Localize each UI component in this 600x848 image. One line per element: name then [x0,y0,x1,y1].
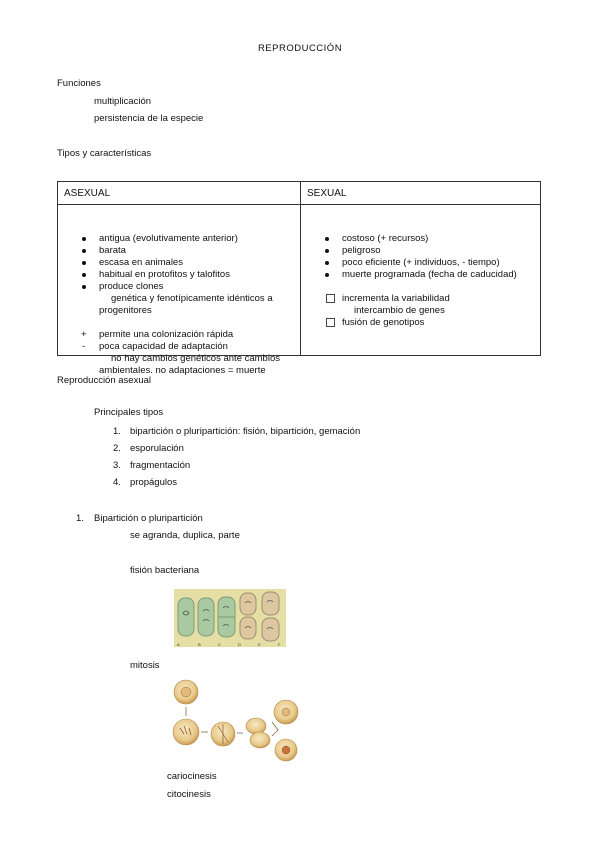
cariocinesis-label: cariocinesis [167,771,217,782]
fig-label: F [278,642,281,647]
principales-tipos-heading: Principales tipos [94,407,164,418]
asexual-header: ASEXUAL [58,182,301,205]
clones-detail: progenitores [99,305,152,316]
sexual-cell [301,205,541,356]
fig-label: D [238,642,241,647]
bullet-icon [82,249,86,253]
minus-marker: - [82,341,86,352]
list-item: bipartición o pluripartición: fisión, bipartición, gemación [130,426,361,437]
sexual-item: peligroso [342,245,381,256]
biparticion-desc: se agranda, duplica, parte [130,530,240,541]
fig-label: B [198,642,201,647]
list-number: 1. [113,426,121,437]
asexual-item: antigua (evolutivamente anterior) [99,233,238,244]
bullet-icon [82,285,86,289]
list-item: propágulos [130,477,178,488]
asexual-item: escasa en animales [99,257,183,268]
sexual-box-item: incrementa la variabilidad [342,293,450,304]
tipos-heading: Tipos y características [57,148,152,159]
sexual-box-item: fusión de genotipos [342,317,425,328]
sexual-item: costoso (+ recursos) [342,233,429,244]
clones-detail: genética y fenotípicamente idénticos a [111,293,273,304]
list-number: 4. [113,477,121,488]
mitosis-label: mitosis [130,660,160,671]
biparticion-heading: Bipartición o pluripartición [94,513,203,524]
fission-illustration [174,589,286,647]
bullet-icon [325,237,329,241]
asexual-item: habitual en protofitos y talofitos [99,269,230,280]
funcion-item: persistencia de la especie [94,113,204,124]
mitosis-illustration [168,678,300,766]
checkbox-icon [326,318,335,327]
bullet-icon [82,237,86,241]
fision-label: fisión bacteriana [130,565,200,576]
repro-asexual-heading: Reproducción asexual [57,375,152,386]
funciones-heading: Funciones [57,78,101,89]
minus-detail: ambientales. no adaptaciones = muerte [99,365,266,376]
sexual-box-detail: intercambio de genes [354,305,445,316]
asexual-item: produce clones [99,281,164,292]
funcion-item: multiplicación [94,96,152,107]
fig-label: E [258,642,261,647]
fig-label: C [218,642,221,647]
bullet-icon [325,249,329,253]
comparison-table [57,181,541,376]
bullet-icon [325,261,329,265]
sexual-item: poco eficiente (+ individuos, - tiempo) [342,257,500,268]
citocinesis-label: citocinesis [167,789,211,800]
bullet-icon [325,273,329,277]
bullet-icon [82,261,86,265]
plus-marker: + [81,329,87,340]
list-item: fragmentación [130,460,191,471]
minus-text: poca capacidad de adaptación [99,341,228,352]
asexual-item: barata [99,245,126,256]
list-number: 2. [113,443,121,454]
bullet-icon [82,273,86,277]
fig-label: A [177,642,180,647]
checkbox-icon [326,294,335,303]
sexual-item: muerte programada (fecha de caducidad) [342,269,517,280]
fision-bacteriana-image [174,589,286,647]
list-item: esporulación [130,443,184,454]
sexual-header: SEXUAL [301,182,541,205]
mitosis-image [168,678,300,766]
list-number: 3. [113,460,121,471]
plus-text: permite una colonización rápida [99,329,234,340]
minus-detail: no hay cambios genéticos ante cambios [111,353,280,364]
page-title: REPRODUCCIÓN [257,43,343,54]
section-number: 1. [76,513,84,524]
asexual-cell [58,205,301,376]
